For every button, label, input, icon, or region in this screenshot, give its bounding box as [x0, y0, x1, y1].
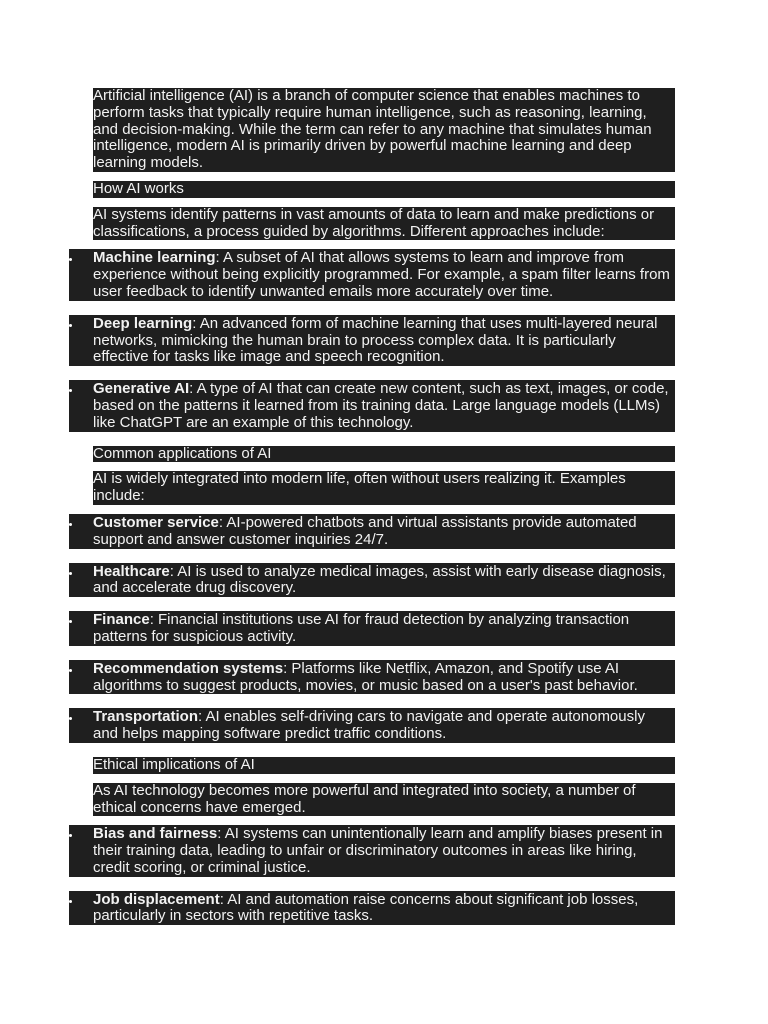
list-item: [69, 708, 675, 743]
apps-paragraph: [93, 471, 675, 505]
ethics-list: [93, 825, 675, 925]
heading-apps-text: Common applications of AI: [93, 444, 272, 462]
section-heading-apps: [93, 446, 675, 463]
list-item: [69, 825, 675, 876]
apps-body-text: AI is widely integrated into modern life, often without users realizing it. Examples include:: [93, 470, 626, 505]
document-body: [93, 88, 675, 925]
list-item-term: Bias and fairness: [93, 825, 218, 843]
list-item: [69, 514, 675, 549]
list-item: [69, 380, 675, 431]
list-item-text: : An advanced form of machine learning that uses multi-layered neural networks, mimicking the human brain to process complex data. It is particularly effective for tasks like image and speech recognition.: [93, 314, 658, 366]
list-item-text: : AI enables self-driving cars to navigate and operate autonomously and helps mapping software predict traffic conditions.: [93, 708, 645, 743]
list-item-term: Finance: [93, 611, 150, 629]
how-paragraph: [93, 207, 675, 241]
section-heading-how: [93, 181, 675, 198]
list-item: [69, 563, 675, 598]
how-body-text: AI systems identify patterns in vast amounts of data to learn and make predictions or classifications, a process guided by algorithms. Different approaches include:: [93, 205, 655, 240]
list-item-term: Healthcare: [93, 562, 170, 580]
apps-list: [93, 514, 675, 743]
heading-ethics-text: Ethical implications of AI: [93, 755, 255, 773]
list-item: [69, 249, 675, 300]
heading-how-text: How AI works: [93, 179, 184, 197]
list-item-text: : AI and automation raise concerns about significant job losses, particularly in sectors with repetitive tasks.: [93, 890, 639, 925]
list-item-text: : Platforms like Netflix, Amazon, and Spotify use AI algorithms to suggest products, movies, or music based on a user's past behavior.: [93, 659, 638, 694]
list-item-term: Generative AI: [93, 380, 190, 398]
ethics-body-text: As AI technology becomes more powerful and integrated into society, a number of ethical concerns have emerged.: [93, 781, 636, 816]
list-item-term: Deep learning: [93, 314, 193, 332]
list-item-text: : AI systems can unintentionally learn and amplify biases present in their training data, leading to unfair or discriminatory outcomes in areas like hiring, credit scoring, or criminal justice.: [93, 825, 663, 876]
list-item: [69, 660, 675, 695]
list-item: [69, 891, 675, 926]
list-item-term: Job displacement: [93, 890, 220, 908]
list-item-text: : Financial institutions use AI for fraud detection by analyzing transaction patterns for suspicious activity.: [93, 611, 630, 645]
list-item-term: Recommendation systems: [93, 659, 284, 677]
how-list: [93, 249, 675, 431]
list-item-text: : AI is used to analyze medical images, assist with early disease diagnosis, and accelerate drug discovery.: [93, 562, 666, 597]
list-item-text: : A type of AI that can create new content, such as text, images, or code, based on the patterns it learned from its training data. Large language models (LLMs) like ChatGPT are an example of this technology.: [93, 380, 669, 431]
intro-text: Artificial intelligence (AI) is a branch of computer science that enables machines to perform tasks that typically require human intelligence, such as reasoning, learning, and decision-making. While the term can refer to any machine that simulates human intelligence, modern AI is primarily driven by powerful machine learning and deep learning models.: [93, 87, 652, 172]
ethics-paragraph: [93, 783, 675, 817]
section-heading-ethics: [93, 757, 675, 774]
list-item: [69, 315, 675, 366]
list-item-term: Transportation: [93, 708, 199, 726]
list-item-text: : AI-powered chatbots and virtual assistants provide automated support and answer customer inquiries 24/7.: [93, 513, 637, 548]
list-item: [69, 611, 675, 646]
intro-paragraph: [93, 88, 675, 172]
list-item-text: : A subset of AI that allows systems to learn and improve from experience without being explicitly programmed. For example, a spam filter learns from user feedback to identify unwanted emails more accurately over time.: [93, 249, 670, 300]
list-item-term: Machine learning: [93, 249, 216, 267]
list-item-term: Customer service: [93, 513, 219, 531]
